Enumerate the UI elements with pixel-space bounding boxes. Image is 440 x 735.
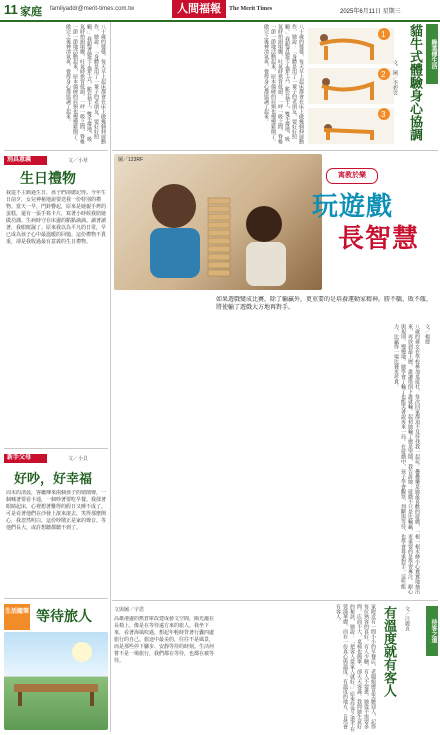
page-number: 11 <box>4 2 18 17</box>
email-address[interactable]: familyaddr@merit-times.com.tw <box>50 6 135 12</box>
feature-body: 八歲的孫女在學校參加桌遊社，每次回家都迫不及待找我一起玩。疊疊樂是她最喜歡的遊戲，一根一根木條小心翼翼地抽出來，再放到最上層，誰讓塔倒下誰就輸。起初她輸了總是哭鬧，我告訴她：遊戲不只是比輸贏，更重要的是學習專注、耐心與規則。慢慢地，她學會了輸了也能笑著說再來一局。在遊戲中，孩子學會觀察、判斷與等待，也學會尊重對手。這些能力，比贏得一場比賽更珍貴。 <box>393 324 420 594</box>
feature-lead: 如果遊戲變成比賽，除了輸贏外，更重要的是培養運動家精神。勝不驕、敗不餒，將使輸了遊戲大方地再對手。 <box>216 296 433 311</box>
gift-body: 我從不主動過生日，孩子們卻總記得。今年生日前夕，女兒神秘地說要送我一份特別的禮物。當天一早，門鈴響起，原來是她親手烤的蛋糕，還有一張手寫卡片，寫著小時候我陪她做功課、生病時守在床邊的點點滴滴。讀著讀著，我眼眶濕了。原來我以為平凡的日常，早已成為孩子心中最溫暖的回憶。這份禮物不貴重，卻是我收過最有意義的生日禮物。 <box>6 190 106 245</box>
jenga-photo-illustration <box>114 154 322 290</box>
gift-tag: 別具意義 <box>4 156 47 165</box>
divider <box>4 448 108 449</box>
feature-photo <box>114 154 322 290</box>
svg-text:2: 2 <box>381 70 386 79</box>
divider <box>110 22 111 732</box>
feature-author: 文／楊捷 <box>424 324 430 344</box>
guest-author: 文／汪麗貞 <box>404 606 410 631</box>
newspaper-logo-en: The Merit Times <box>229 6 273 12</box>
feature-title-line1: 玩遊戲 <box>312 192 394 222</box>
pose-3 <box>308 108 394 144</box>
parents-author: 文／小貝 <box>68 456 89 462</box>
parents-tag: 新手父母 <box>4 454 47 463</box>
cat-article-title: 貓牛式體驗身心協調 <box>407 24 422 141</box>
parents-title: 好吵，好幸福 <box>14 472 93 487</box>
cat-column-tag: 綠葉傳生活 <box>426 24 438 84</box>
parents-body: 周末的清晨，客廳傳來兩個孩子的嬉鬧聲，一個喊著要看卡通，一個吵著要吃早餐。我揉著眼睛起床，心裡想著難得的假日又睡不成了。可是看著他們在沙發上滾來滾去，笑得那麼開心，我忽然明白，這份吵鬧正是家的聲音。等他們長大，或許想聽都聽不到了。 <box>6 490 106 531</box>
pose-1 <box>308 28 394 64</box>
photo-credit: 圖／123RF <box>118 157 144 163</box>
newspaper-logo: 人間福報 <box>172 0 226 18</box>
cat-article-author: 文、圖／李碧雲 <box>392 60 398 95</box>
svg-text:3: 3 <box>381 110 386 119</box>
cat-pose-illustrations <box>306 24 396 146</box>
guest-column-tag: 待客之道 <box>426 606 438 656</box>
gift-title: 生日禮物 <box>20 171 76 187</box>
travel-body: 高雄港邊的舊倉庫改建成藝文空間，陽光灑在長椅上，像是在等待遠方來的旅人。我坐下來，看著海風吹過，想起年輕時背著行囊四處旅行的自己。旅途中最美的，往往不是風景，而是那些停下腳步、安靜等待的時刻。生活何嘗不是一場旅行，我們都在等待，也都在被等待。 <box>114 616 215 664</box>
pose-2 <box>308 68 394 104</box>
travel-scene-illustration <box>4 632 108 730</box>
travel-title: 等待旅人 <box>36 609 92 625</box>
travel-photo <box>4 632 108 730</box>
travel-author: 文與圖／宇恩 <box>114 607 145 613</box>
section-name: 家庭 <box>20 6 42 18</box>
feature-badge: 寓教於樂 <box>326 168 378 184</box>
guest-title: 有溫度就有客人 <box>381 606 396 697</box>
feature-title-line2: 長智慧 <box>338 224 420 254</box>
svg-text:1: 1 <box>381 30 386 39</box>
divider <box>112 150 438 151</box>
guest-body: 家附近有一間小小的早餐店，老闆娘總是笑臉迎人，記得每位熟客的喜好。有人少糖，有人不要蔥，她從不需要多問。店面不大，桌椅也簡單，卻天天客滿。我問她生意好的秘訣，她說：「把客人當家人就好。」原來待客之道不在裝潢華麗，而在一份真心與溫度。有溫度的地方，自然會有客人。 <box>335 604 376 732</box>
divider <box>112 600 438 601</box>
cat-article-body: 八十歲的婆婆，每天早上起床都會在床上做幾個伸展動作，她說：「身體是用了一輩子的老朋友，要好好照顧。」我跟著她學了貓牛式，跪在墊上，雙手撐地，吸氣時抬頭塌腰，吐氣時拱背低頭。一呼一吸之間，脊椎一節一節地活動起來，原本僵硬的肩頸也慢慢鬆開了。做完之後神清氣爽，覺得身心都協調了起來。 <box>263 24 304 144</box>
issue-date: 2025年6月11日 星期三 <box>340 9 401 15</box>
gift-author: 文／小草 <box>68 158 89 164</box>
divider <box>4 598 108 599</box>
travel-column-tag: 生活隨筆 <box>4 604 30 630</box>
cat-article-continued: 八十歲的婆婆，每天早上起床都會在床上做幾個伸展動作，她說：「身體是用了一輩子的老朋友，要好好照顧。」我跟著她學了貓牛式，跪在墊上，雙手撐地，吸氣時抬頭塌腰，吐氣時拱背低頭。一呼一吸之間，脊椎一節一節地活動起來，原本僵硬的肩頸也慢慢鬆開了。做完之後神清氣爽，覺得身心都協調了起來。 <box>65 24 106 144</box>
divider <box>4 150 108 151</box>
